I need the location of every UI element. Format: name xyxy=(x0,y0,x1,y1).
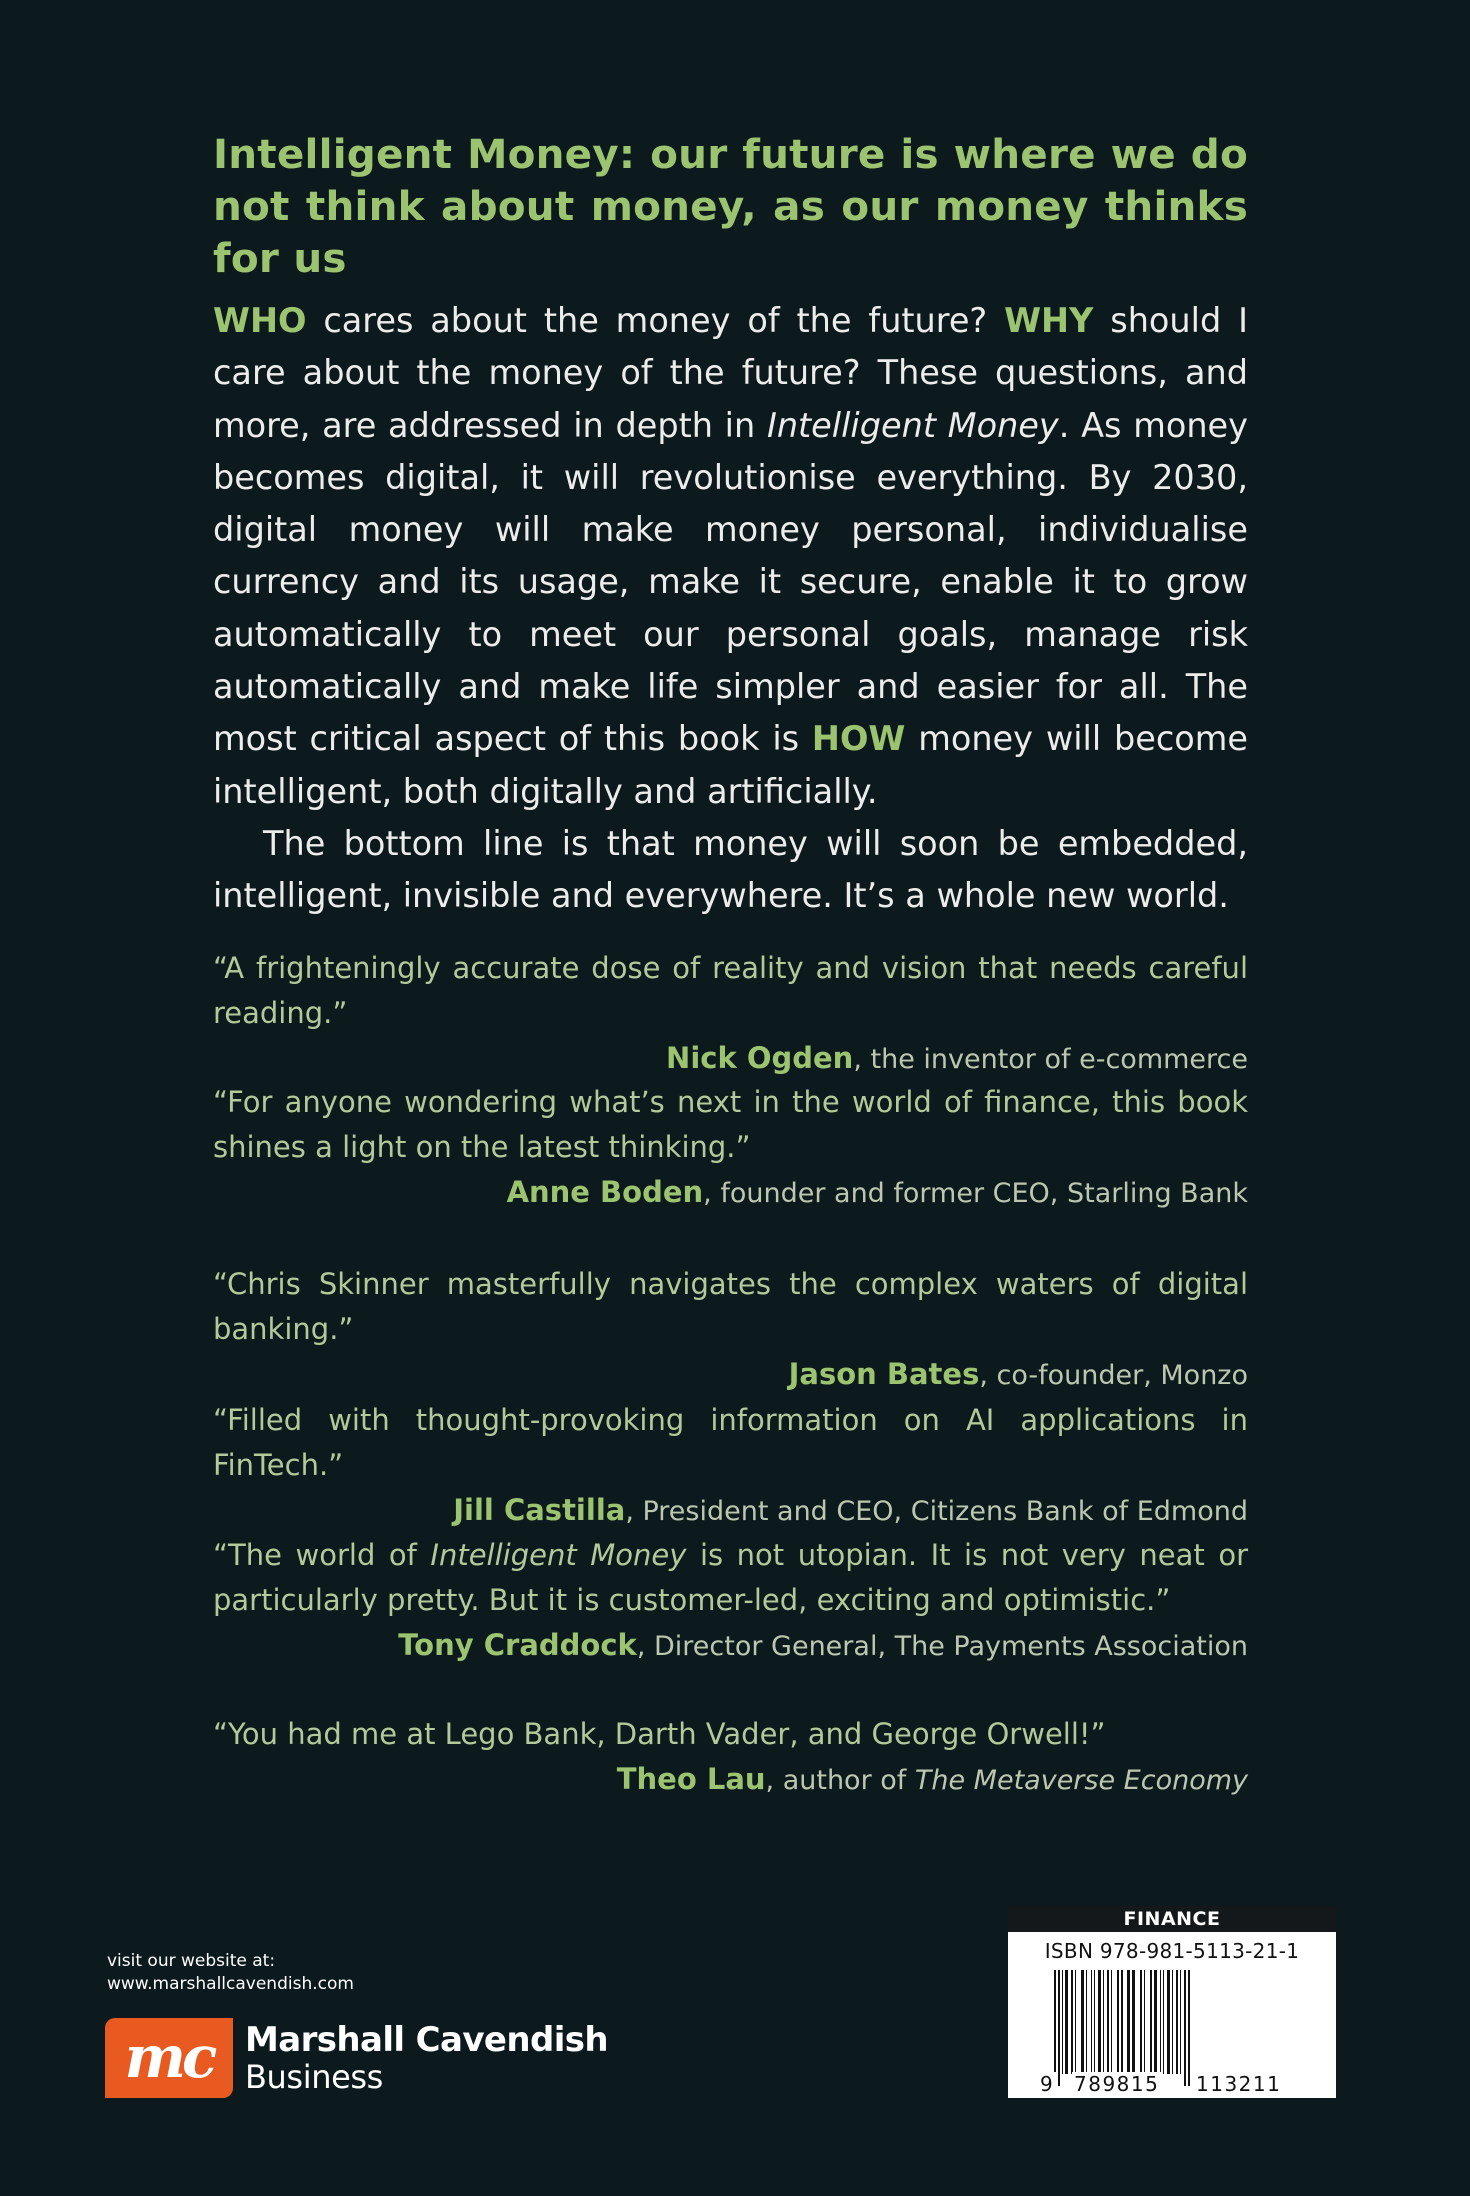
website-label: visit our website at: xyxy=(107,1951,276,1971)
barcode-bar xyxy=(1160,1970,1161,2074)
blurb xyxy=(213,295,1248,923)
quote-text: “For anyone wondering what’s next in the world of finance, this book shines a light on the latest thinking.” xyxy=(213,1085,1248,1164)
barcode-bar xyxy=(1065,1970,1068,2074)
barcode-panel xyxy=(1008,1906,1336,2098)
how-highlight: HOW xyxy=(811,719,906,759)
publisher-logo xyxy=(105,2018,609,2098)
barcode-bar xyxy=(1132,1970,1135,2074)
barcode-bar xyxy=(1111,1970,1112,2074)
quote-attribution xyxy=(213,1488,1248,1534)
endorser-role: , co-founder, Monzo xyxy=(979,1360,1248,1391)
mc-logo-mark xyxy=(105,2018,233,2098)
category-label: FINANCE xyxy=(1008,1906,1336,1932)
barcode-bar xyxy=(1172,1970,1173,2074)
endorser-name: Jill Castilla xyxy=(453,1493,626,1527)
barcode-guard-bar xyxy=(1054,1970,1056,2086)
blurb-text: money will become intelligent, both digitally and artificially. xyxy=(213,719,1248,811)
endorsement-3 xyxy=(213,1262,1248,1398)
barcode-digits-left: 789815 xyxy=(1074,2072,1160,2096)
quote-text xyxy=(213,1533,1248,1623)
endorsement-6 xyxy=(213,1712,1248,1803)
barcode-digits-right: 113211 xyxy=(1196,2072,1282,2096)
barcode-guard-bar xyxy=(1121,1970,1123,2086)
website-url: www.marshallcavendish.com xyxy=(107,1974,354,1994)
barcode-bar xyxy=(1180,1970,1181,2074)
endorsement-1 xyxy=(213,946,1248,1082)
endorsement-2 xyxy=(213,1080,1248,1216)
quote-attribution xyxy=(213,1036,1248,1082)
endorser-book-title: The Metaverse Economy xyxy=(914,1765,1248,1796)
barcode-guard-bar xyxy=(1117,1970,1119,2086)
blurb-paragraph-1 xyxy=(213,295,1248,818)
endorser-role: , President and CEO, Citizens Bank of Edmond xyxy=(625,1496,1248,1527)
quote-text: “Filled with thought-provoking information on AI applications in FinTech.” xyxy=(213,1403,1248,1482)
mc-letters: mc xyxy=(124,2023,214,2091)
quote-text: “A frighteningly accurate dose of reality and vision that needs careful reading.” xyxy=(213,951,1248,1030)
barcode-bar xyxy=(1144,1970,1145,2074)
barcode-bar xyxy=(1107,1970,1109,2074)
endorsement-5 xyxy=(213,1533,1248,1669)
quote-text-part: “The world of xyxy=(213,1538,431,1572)
barcode-bars xyxy=(1008,1906,1336,2098)
quote-attribution xyxy=(213,1623,1248,1669)
endorser-name: Anne Boden xyxy=(506,1175,704,1209)
barcode-bar xyxy=(1150,1970,1152,2074)
endorser-role: , the inventor of e-commerce xyxy=(853,1044,1248,1075)
barcode-bar xyxy=(1098,1970,1101,2074)
endorser-name: Tony Craddock xyxy=(398,1628,637,1662)
website-notice xyxy=(107,1950,354,1996)
barcode-guard-bar xyxy=(1184,1970,1186,2086)
barcode-bar xyxy=(1091,1970,1092,2074)
quote-text-part: is not utopian. It is not very neat or particularly pretty. But it is customer-led, exciting and optimistic.” xyxy=(213,1538,1249,1617)
blurb-paragraph-2: The bottom line is that money will soon be embedded, intelligent, invisible and everywhere. It’s a whole new world. xyxy=(213,823,1248,916)
barcode-bar xyxy=(1062,1970,1063,2074)
barcode-bar xyxy=(1127,1970,1130,2074)
barcode-bar xyxy=(1176,1970,1178,2074)
barcode-bar xyxy=(1086,1970,1087,2074)
endorser-role: , author of xyxy=(765,1765,915,1796)
blurb-text: should I care about the money of the future? These questions, and more, are addressed in depth in xyxy=(213,301,1248,445)
quote-text: “Chris Skinner masterfully navigates the complex waters of digital banking.” xyxy=(213,1267,1248,1346)
barcode-bar xyxy=(1103,1970,1104,2074)
quote-text: “You had me at Lego Bank, Darth Vader, and George Orwell!” xyxy=(213,1717,1106,1751)
blurb-text: cares about the money of the future? xyxy=(306,301,1005,340)
why-highlight: WHY xyxy=(1004,301,1094,340)
book-title: Intelligent Money xyxy=(766,405,1059,445)
barcode-bar xyxy=(1154,1970,1157,2074)
quote-attribution xyxy=(213,1757,1248,1803)
barcode-guard-bar xyxy=(1188,1970,1190,2086)
quote-book-title: Intelligent Money xyxy=(430,1538,687,1572)
barcode-bar xyxy=(1167,1970,1170,2074)
barcode-bar xyxy=(1163,1970,1164,2074)
barcode-bar xyxy=(1081,1970,1084,2074)
blurb-text: . As money becomes digital, it will revolutionise everything. By 2030, digital money will make money personal, individualise currency and its usage, make it secure, enable it to grow automatically to meet our personal goals, manage risk automatically and make life simpler and easier for all. The most critical aspect of this book is xyxy=(213,405,1248,759)
endorser-role: , Director General, The Payments Association xyxy=(636,1631,1248,1662)
barcode-bar xyxy=(1075,1970,1076,2074)
isbn-text: ISBN 978-981-5113-21-1 xyxy=(1044,1939,1300,1963)
endorser-role: , founder and former CEO, Starling Bank xyxy=(703,1178,1248,1209)
barcode-bar xyxy=(1094,1970,1095,2074)
quote-attribution xyxy=(213,1352,1248,1398)
endorser-name: Nick Ogden xyxy=(666,1041,854,1075)
endorsement-4 xyxy=(213,1398,1248,1534)
endorser-name: Theo Lau xyxy=(616,1762,766,1796)
barcode-bar xyxy=(1140,1970,1142,2074)
barcode-guard-bar xyxy=(1058,1970,1060,2086)
endorser-name: Jason Bates xyxy=(788,1357,980,1391)
publisher-name: Marshall Cavendish xyxy=(245,2020,609,2060)
who-highlight: WHO xyxy=(213,301,307,340)
quote-attribution xyxy=(213,1170,1248,1216)
mc-letters-icon xyxy=(105,2018,233,2098)
barcode-digit-first: 9 xyxy=(1040,2072,1055,2096)
barcode-bar xyxy=(1071,1970,1073,2074)
headline: Intelligent Money: our future is where we do not think about money, as our money thinks for us xyxy=(213,130,1248,282)
publisher-imprint: Business xyxy=(245,2058,383,2096)
